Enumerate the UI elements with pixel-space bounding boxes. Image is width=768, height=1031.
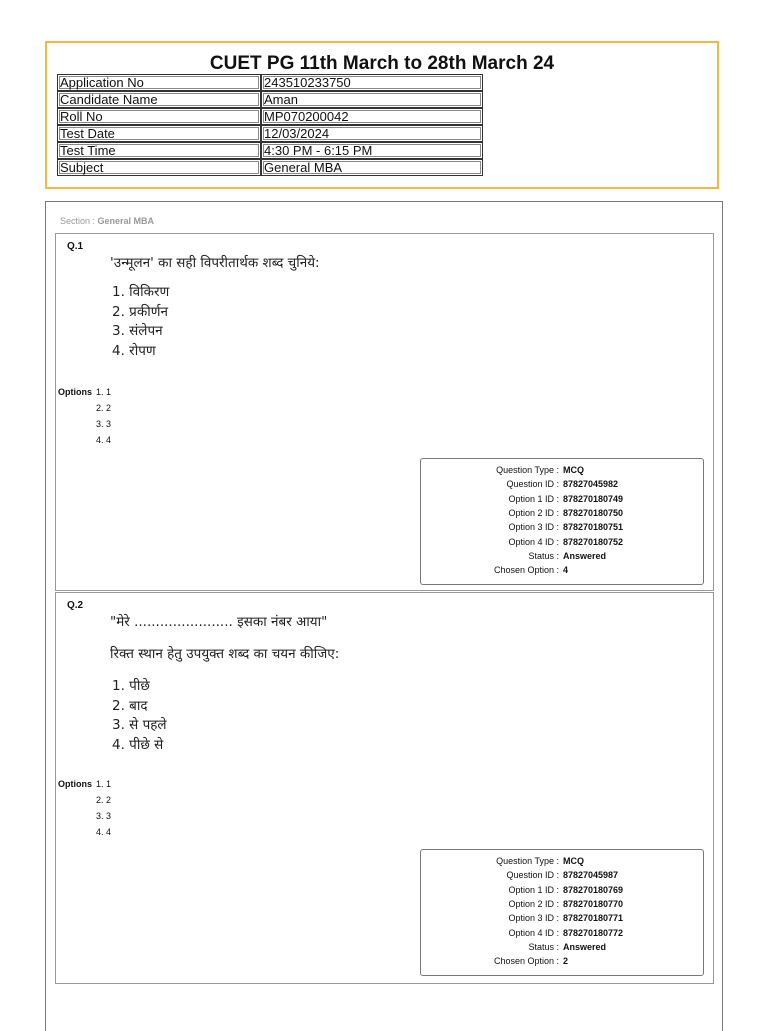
info-value: 12/03/2024 xyxy=(261,125,483,142)
info-label: Roll No xyxy=(57,108,261,125)
question-text-line-2: रिक्त स्थान हेतु उपयुक्त शब्द का चयन कीजिए: xyxy=(110,646,340,662)
question-text-line-1: "मेरे ....................... इसका नंबर आया" xyxy=(110,614,328,630)
section-name: General MBA xyxy=(97,216,155,226)
options-label: Options xyxy=(58,779,92,789)
info-row-application-no xyxy=(57,74,483,91)
question-meta-box xyxy=(420,849,704,976)
option-item: 1. 1 xyxy=(96,779,112,789)
options-list xyxy=(58,776,111,840)
option-item: 1. 1 xyxy=(96,387,112,397)
info-label: Subject xyxy=(57,159,261,176)
question-panel-2 xyxy=(55,592,714,984)
choice-item: 4. पीछे से xyxy=(112,736,164,753)
option-item: 4. 4 xyxy=(96,435,112,445)
meta-option-2-id: Option 2 ID : 878270180750 xyxy=(508,507,624,518)
option-item: 2. 2 xyxy=(96,795,112,805)
question-number: Q.2 xyxy=(67,600,84,611)
question-text: 'उन्मूलन' का सही विपरीतार्थक शब्द चुनिये: xyxy=(110,255,320,271)
info-value: 4:30 PM - 6:15 PM xyxy=(261,142,483,159)
meta-option-4-id: Option 4 ID : 878270180752 xyxy=(508,536,624,547)
option-item: 3. 3 xyxy=(96,811,112,821)
info-value: General MBA xyxy=(261,159,483,176)
meta-question-type: Question Type : MCQ xyxy=(496,856,584,866)
meta-question-id: Question ID : 87827045987 xyxy=(506,870,619,881)
options-list xyxy=(58,384,111,448)
info-value: MP070200042 xyxy=(261,108,483,125)
meta-option-1-id: Option 1 ID : 878270180769 xyxy=(508,884,624,895)
question-choices xyxy=(112,677,167,755)
candidate-info-table xyxy=(57,74,483,176)
meta-option-3-id: Option 3 ID : 878270180771 xyxy=(508,913,624,924)
choice-item: 2. बाद xyxy=(112,697,148,714)
question-panel-1 xyxy=(55,233,714,591)
meta-status: Status : Answered xyxy=(528,550,607,561)
info-label: Test Date xyxy=(57,125,261,142)
choice-item: 4. रोपण xyxy=(112,342,156,359)
meta-option-3-id: Option 3 ID : 878270180751 xyxy=(508,522,624,533)
option-item: 2. 2 xyxy=(96,403,112,413)
meta-question-id: Question ID : 87827045982 xyxy=(506,479,619,490)
info-label: Candidate Name xyxy=(57,91,261,108)
meta-chosen-option: Chosen Option : 4 xyxy=(493,565,569,576)
info-value: Aman xyxy=(261,91,483,108)
section-prefix: Section : xyxy=(60,216,98,226)
info-value: 243510233750 xyxy=(261,74,483,91)
question-number: Q.1 xyxy=(67,241,84,252)
info-row-test-date xyxy=(57,125,483,142)
choice-item: 1. पीछे xyxy=(112,678,150,694)
question-choices xyxy=(112,283,169,361)
meta-status: Status : Answered xyxy=(528,941,607,952)
section-label xyxy=(60,216,154,226)
candidate-info-box xyxy=(45,41,719,189)
info-label: Application No xyxy=(57,74,261,91)
meta-chosen-option: Chosen Option : 2 xyxy=(493,956,569,967)
meta-option-1-id: Option 1 ID : 878270180749 xyxy=(508,493,624,504)
choice-item: 3. संलेपन xyxy=(112,323,163,339)
info-row-candidate-name xyxy=(57,91,483,108)
meta-option-4-id: Option 4 ID : 878270180772 xyxy=(508,927,624,938)
option-item: 3. 3 xyxy=(96,419,112,429)
document-title: CUET PG 11th March to 28th March 24 xyxy=(209,53,555,74)
choice-item: 3. से पहले xyxy=(112,717,167,733)
option-item: 4. 4 xyxy=(96,827,112,837)
options-label: Options xyxy=(58,387,92,397)
meta-option-2-id: Option 2 ID : 878270180770 xyxy=(508,898,624,909)
info-row-test-time xyxy=(57,142,483,159)
choice-item: 1. विकिरण xyxy=(112,284,170,300)
section-container xyxy=(45,201,723,1031)
info-row-roll-no xyxy=(57,108,483,125)
choice-item: 2. प्रकीर्णन xyxy=(112,303,168,320)
info-label: Test Time xyxy=(57,142,261,159)
meta-question-type: Question Type : MCQ xyxy=(496,465,584,475)
info-row-subject xyxy=(57,159,483,176)
question-meta-box xyxy=(420,458,704,585)
